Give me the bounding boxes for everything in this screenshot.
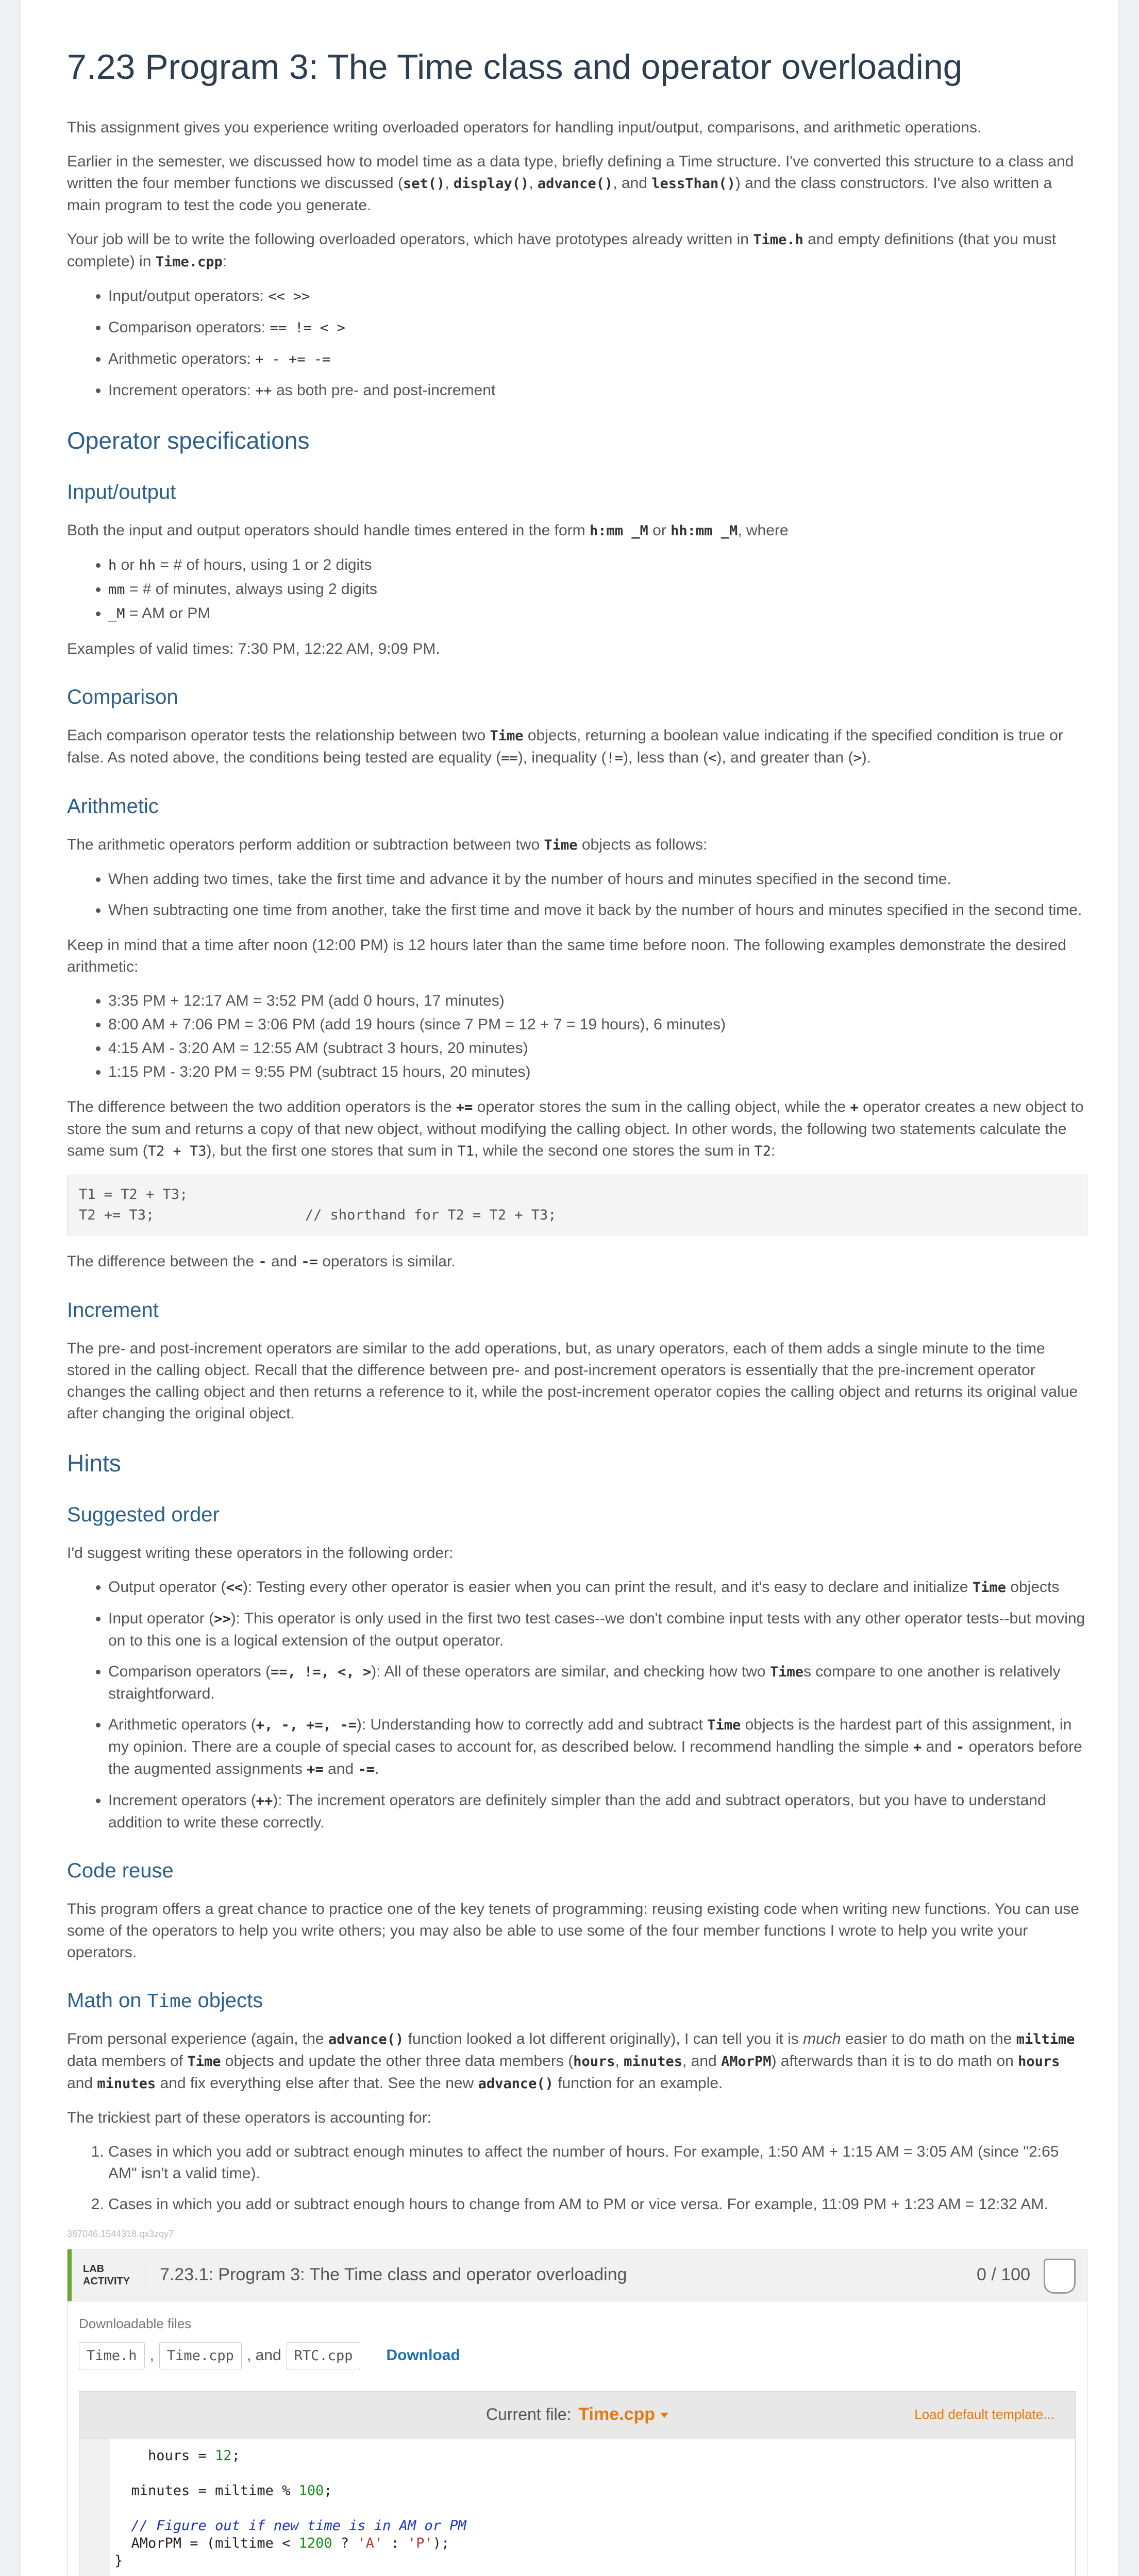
lab-tag: LAB ACTIVITY [83,2263,145,2287]
list-item: • 3:35 PM + 12:17 AM = 3:52 PM (add 0 hours, 17 minutes) [108,990,1087,1012]
arith-p1: The arithmetic operators perform addition or subtraction between two Time objects as follows: [67,836,708,853]
content [67,46,1087,2576]
cases-list [67,2141,1087,2215]
code-line: minutes = miltime % 100; [114,2482,332,2499]
lab-activity [67,2249,1087,2576]
section-heading: Operator specifications [67,427,310,454]
list-item: • 8:00 AM + 7:06 PM = 3:06 PM (add 19 hours (since 7 PM = 12 + 7 = 19 hours), 6 minutes) [108,1014,1087,1036]
lab-title: 7.23.1: Program 3: The Time class and operator overloading [160,2265,627,2285]
cmp-p: Each comparison operator tests the relationship between two Time objects, returning a boolean value indicating if the specified condition is true or false. As noted above, the conditions being tested are equality (==), inequality (!=), less than (<), and greater than (>). [67,726,1063,766]
line-number: 206 [80,2552,105,2569]
lab-body [68,2301,1087,2576]
order-list [67,1577,1087,1834]
line-number: 201 [80,2465,105,2481]
line-number: 200 [80,2447,105,2464]
downloadable-label: Downloadable files [79,2315,192,2331]
page [21,0,1118,2576]
activity-id: 387046.1544318.qx3zqy7 [67,2228,174,2239]
subsection-heading: Suggested order [67,1503,220,1526]
code-line: } [114,2552,123,2569]
file-list: Time.h , Time.cpp , and RTC.cpp Download [79,2342,1076,2369]
section-heading: Hints [67,1449,121,1477]
operator-list [67,285,1087,402]
intro-p2: Earlier in the semester, we discussed how to model time as a data type, briefly defining a Time structure. I've converted this structure to a class and written the four member functions we discussed (set(), display(), advance(), and lessThan()) and the class constructors. I've also written a main program to test the code you generate. [67,152,1074,214]
line-number: 204 [80,2517,105,2534]
list-item: 2. Cases in which you add or subtract enough hours to change from AM to PM or vice versa. For example, 11:09 PM + 1:23 AM = 12:32 AM. [108,2194,1087,2215]
list-item: • Arithmetic operators: + - += -= [108,348,1087,370]
code-example: T1 = T2 + T3; T2 += T3; // shorthand for T2 = T2 + T3; [67,1175,1087,1235]
completion-badge-icon [1044,2259,1076,2294]
intro-p3: Your job will be to write the following overloaded operators, which have prototypes already written in Time.h and empty definitions (that you must complete) in Time.cpp: [67,230,1057,270]
current-file-label: Current file: [485,2405,572,2424]
code-editor [79,2391,1076,2576]
arith-rules [67,869,1087,921]
intro-p1: This assignment gives you experience writing overloaded operators for handling input/output, comparisons, and arithmetic operations. [67,118,982,136]
code-line: hours = 12; [114,2447,240,2464]
subsection-heading: Math on Time objects [67,1989,263,2012]
io-p1: Both the input and output operators should handle times entered in the form h:mm _M or hh:mm _M, where [67,521,789,539]
list-item: • _M = AM or PM [108,603,1087,625]
list-item: • Output operator (<<): Testing every other operator is easier when you can print the result, and it's easy to declare and initialize Time objects [108,1577,1087,1599]
file-time-h[interactable]: Time.h [79,2342,145,2369]
arith-p3: The difference between the two addition operators is the += operator stores the sum in the calling object, while the + operator creates a new object to store the sum and returns a copy of that new object, without modifying the calling object. In other words, the following two statements calculate the same sum (T2 + T3), but the first one stores that sum in T1, while the second one stores the sum in T2: [67,1098,1084,1159]
load-template-link[interactable]: Load default template... [914,2406,1054,2422]
list-item: • h or hh = # of hours, using 1 or 2 digits [108,554,1087,577]
line-number: 203 [80,2500,105,2516]
list-item: • When subtracting one time from another, take the first time and move it back by the number of hours and minutes specified in the second time. [108,900,1087,921]
file-time-cpp[interactable]: Time.cpp [159,2342,242,2369]
order-p: I'd suggest writing these operators in the following order: [67,1544,454,1562]
subsection-heading: Comparison [67,685,178,708]
arith-p2: Keep in mind that a time after noon (12:00 PM) is 12 hours later than the same time before noon. The following examples demonstrate the desired arithmetic: [67,936,1066,975]
list-item: • When adding two times, take the first time and advance it by the number of hours and minutes specified in the second time. [108,869,1087,890]
list-item: • Input/output operators: << >> [108,285,1087,308]
arith-examples [67,990,1087,1083]
list-item: • Comparison operators: == != < > [108,317,1087,339]
download-link[interactable]: Download [386,2347,460,2364]
subsection-heading: Increment [67,1298,159,1321]
inc-p: The pre- and post-increment operators are similar to the add operations, but, as unary operators, each of them adds a single minute to the time stored in the calling object. Recall that the difference between pre- and post-increment operators is essentially that the pre-increment operator changes the calling object and then returns a reference to it, while the post-increment operator copies the calling object and returns its original value after changing the original object. [67,1340,1078,1422]
line-number [79,2570,105,2576]
list-item: • Input operator (>>): This operator is only used in the first two test cases--we don't combine input tests with any other operator tests--but moving on to this one is a logical extension of the output operator. [108,1608,1087,1652]
io-examples: Examples of valid times: 7:30 PM, 12:22 AM, 9:09 PM. [67,640,440,657]
list-item: • 1:15 PM - 3:20 PM = 9:55 PM (subtract 15 hours, 20 minutes) [108,1061,1087,1083]
math-p: From personal experience (again, the advance() function looked a lot different originally), I can tell you it is much easier to do math on the miltime data members of Time objects and update the other three data members (hours, minutes, and AMorPM) afterwards than it is to do math on hours and minutes and fix everything else after that. See the new advance() function for an example. [67,2030,1075,2092]
reuse-p: This program offers a great chance to practice one of the key tenets of programming: reusing existing code when writing new functions. You can use some of the operators to help you write others; you may also be able to use some of the four member functions I wrote to help you write your operators. [67,1900,1079,1961]
page-title: 7.23 Program 3: The Time class and operator overloading [67,47,963,87]
math-tricky: The trickiest part of these operators is accounting for: [67,2109,432,2126]
io-list [67,554,1087,625]
list-item: • Comparison operators (==, !=, <, >): All of these operators are similar, and checking how two Times compare to one another is relatively straightforward. [108,1661,1087,1705]
code-area[interactable] [79,2438,1075,2576]
list-item: • Arithmetic operators (+, -, +=, -=): Understanding how to correctly add and subtract Time objects is the hardest part of this assignment, in my opinion. There are a couple of special cases to account for, as described below. I recommend handling the simple + and - operators before the augmented assignments += and -=. [108,1714,1087,1781]
list-item: 1. Cases in which you add or subtract enough minutes to affect the number of hours. For example, 1:50 AM + 1:15 AM = 3:05 AM (since "2:65 AM" isn't a valid time). [108,2141,1087,2184]
code-line: // Figure out if new time is in AM or PM [114,2517,466,2534]
code-line: AMorPM = (miltime < 1200 ? 'A' : 'P'); [114,2535,450,2551]
chevron-down-icon [660,2413,668,2418]
list-item: • Increment operators: ++ as both pre- and post-increment [108,380,1087,402]
list-item: • 4:15 AM - 3:20 AM = 12:55 AM (subtract 3 hours, 20 minutes) [108,1038,1087,1059]
current-file-select[interactable]: Time.cpp [578,2404,668,2425]
lab-header [68,2249,1087,2301]
subsection-heading: Arithmetic [67,794,159,818]
subsection-heading: Code reuse [67,1859,174,1882]
lab-score: 0 / 100 [977,2265,1030,2285]
list-item: • Increment operators (++): The increment operators are definitely simpler than the add and subtract operators, but you have to understand addition to write these correctly. [108,1790,1087,1834]
subsection-heading: Input/output [67,480,176,503]
file-rtc-cpp[interactable]: RTC.cpp [287,2342,361,2369]
line-number: 202 [80,2482,105,2499]
editor-toolbar [79,2392,1075,2438]
line-number: 205 [80,2535,105,2551]
arith-p4: The difference between the - and -= operators is similar. [67,1252,456,1270]
list-item: • mm = # of minutes, always using 2 digits [108,579,1087,601]
